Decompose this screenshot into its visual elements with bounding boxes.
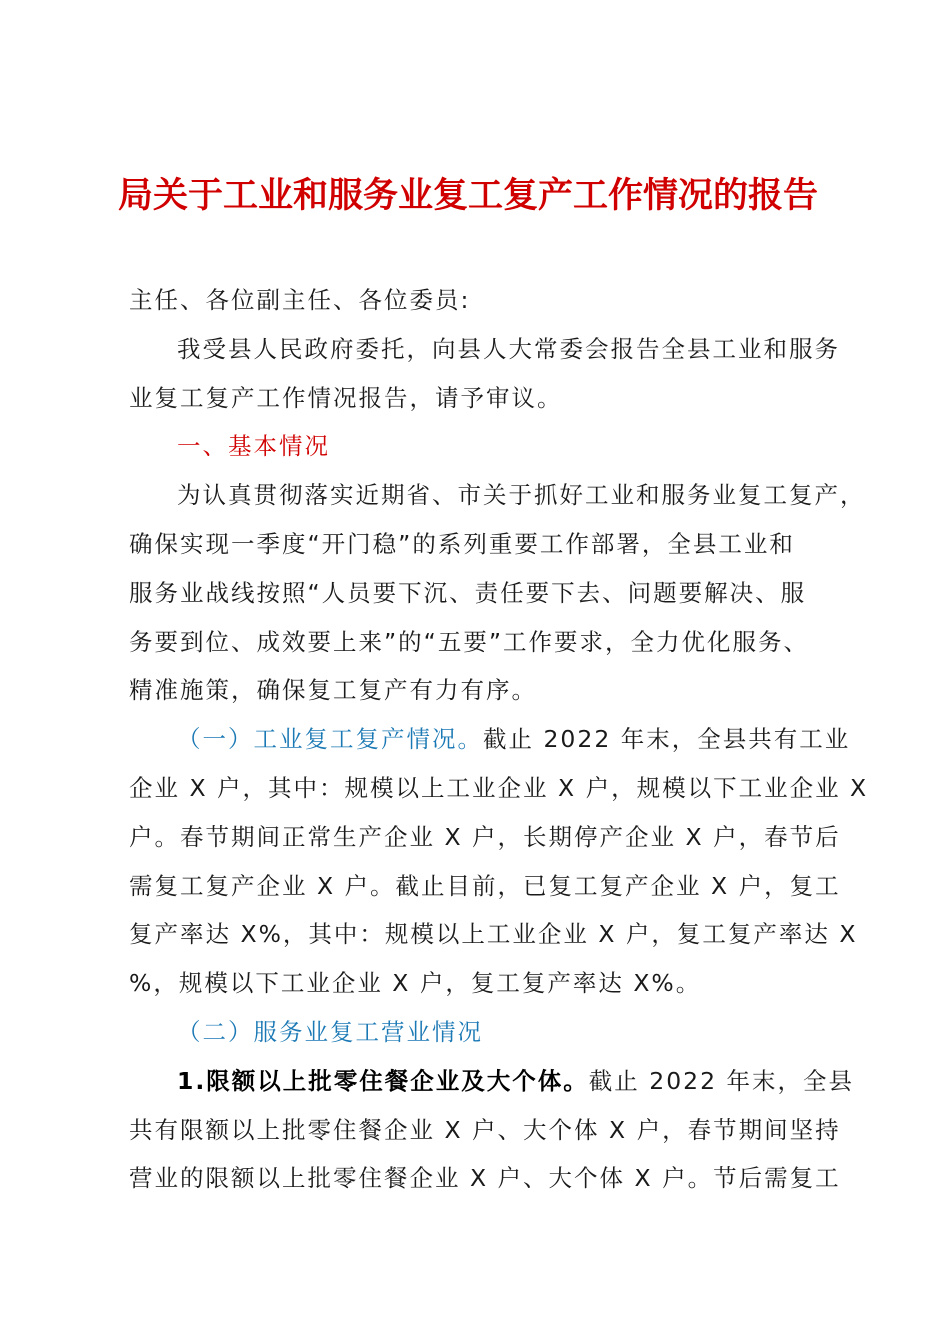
intro-line: 我受县人民政府委托，向县人大常委会报告全县工业和服务 <box>177 334 840 363</box>
paragraph-line: 营业的限额以上批零住餐企业 X 户、大个体 X 户。节后需复工 <box>129 1164 841 1193</box>
paragraph-line: 复产率达 X%，其中：规模以上工业企业 X 户，复工复产率达 X <box>129 920 858 949</box>
paragraph-line: 务要到位、成效要上来”的“五要”工作要求，全力优化服务、 <box>129 627 810 656</box>
paragraph-line: 服务业战线按照“人员要下沉、责任要下去、问题要解决、服 <box>129 578 807 607</box>
paragraph-line: 为认真贯彻落实近期省、市关于抓好工业和服务业复工复产， <box>177 481 866 510</box>
paragraph-text: 截止 2022 年末，全县 <box>588 1066 855 1095</box>
section-heading: 一、基本情况 <box>177 432 330 461</box>
paragraph-line: 需复工复产企业 X 户。截止目前，已复工复产企业 X 户，复工 <box>129 871 841 900</box>
paragraph-line: 共有限额以上批零住餐企业 X 户、大个体 X 户，春节期间坚持 <box>129 1115 841 1144</box>
item-first-line <box>129 1057 855 1106</box>
paragraph-text: 截止 2022 年末，全县共有工业 <box>483 725 851 754</box>
salutation: 主任、各位副主任、各位委员: <box>129 286 471 314</box>
paragraph-line: 户。春节期间正常生产企业 X 户，长期停产企业 X 户，春节后 <box>129 822 841 851</box>
intro-line: 业复工复产工作情况报告，请予审议。 <box>129 383 563 412</box>
paragraph-line: 企业 X 户，其中：规模以上工业企业 X 户，规模以下工业企业 X <box>129 773 869 802</box>
paragraph-line: %，规模以下工业企业 X 户，复工复产率达 X%。 <box>129 969 702 998</box>
item-heading: 1.限额以上批零住餐企业及大个体。 <box>177 1066 589 1095</box>
paragraph-line: 确保实现一季度“开门稳”的系列重要工作部署，全县工业和 <box>129 529 795 558</box>
subsection-heading: （二）服务业复工营业情况 <box>177 1017 483 1046</box>
document-body <box>129 276 869 1203</box>
document-title: 局关于工业和服务业复工复产工作情况的报告 <box>118 175 819 216</box>
subsection-heading: （一）工业复工复产情况。 <box>177 725 483 754</box>
paragraph-line: 精准施策，确保复工复产有力有序。 <box>129 676 537 705</box>
subsection-first-line <box>129 715 851 764</box>
